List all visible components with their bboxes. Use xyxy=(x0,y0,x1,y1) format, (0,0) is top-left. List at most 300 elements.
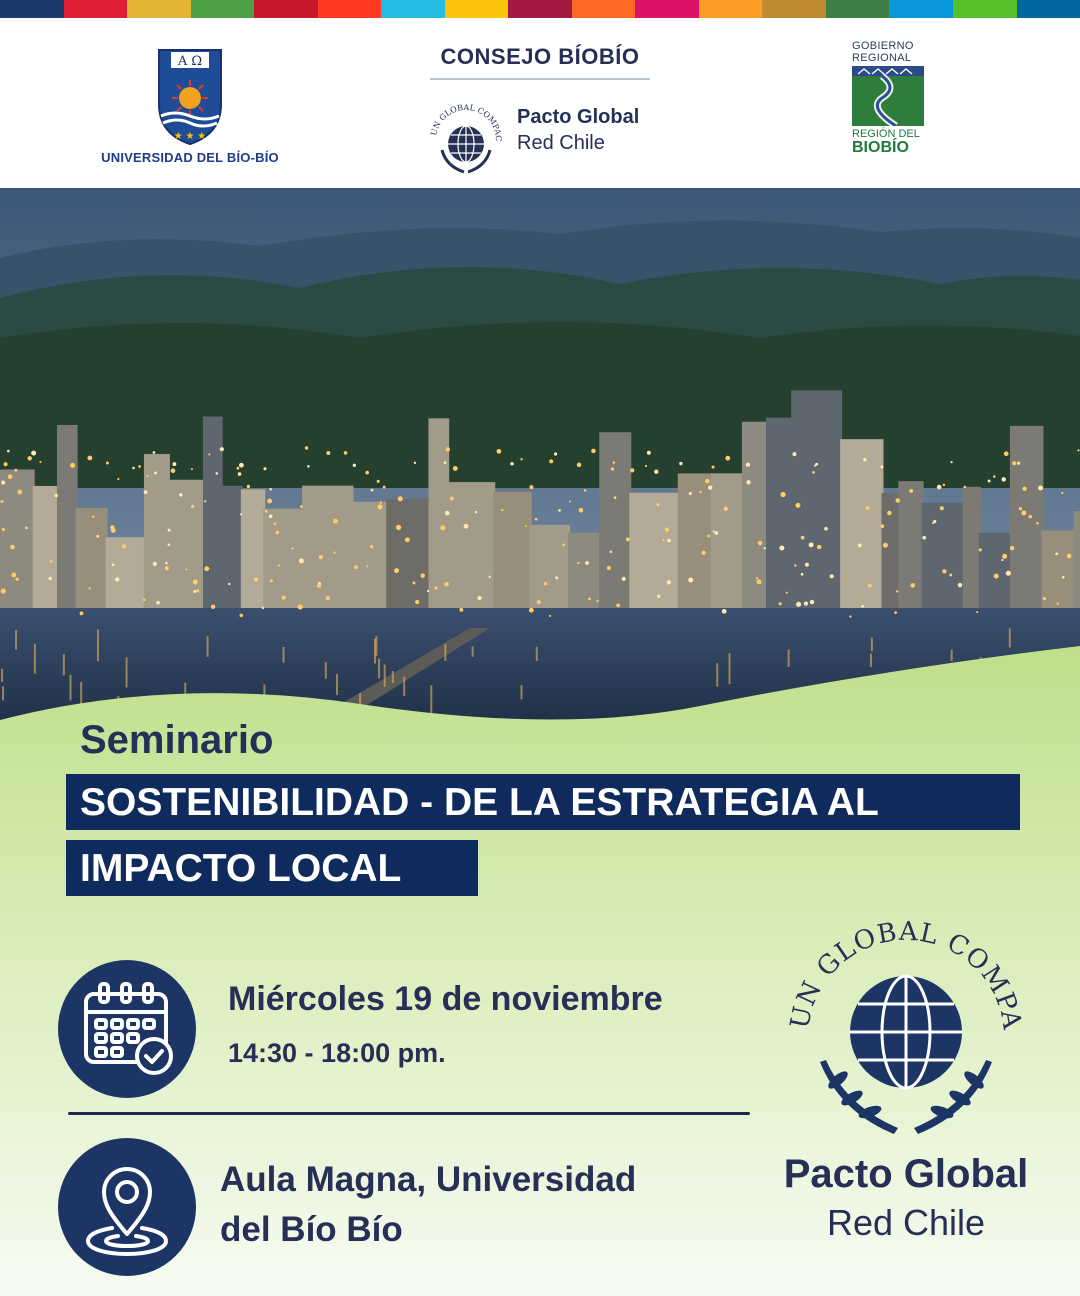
city-light xyxy=(817,545,821,549)
city-light xyxy=(112,564,115,567)
gore-line4: BIOBÍO xyxy=(852,139,909,156)
city-light xyxy=(1077,449,1079,451)
city-light xyxy=(786,592,788,594)
city-light xyxy=(453,466,458,471)
city-light xyxy=(814,465,816,467)
city-light xyxy=(596,600,598,602)
city-light xyxy=(1056,602,1058,604)
city-light xyxy=(794,564,796,566)
city-light xyxy=(172,462,176,466)
city-light xyxy=(370,545,373,548)
city-light xyxy=(10,545,15,550)
city-light xyxy=(520,458,522,460)
city-light xyxy=(722,609,727,614)
city-light xyxy=(1004,451,1009,456)
city-light xyxy=(667,539,671,543)
city-light xyxy=(577,562,579,564)
biobio-river-icon xyxy=(852,66,924,126)
skyline-building xyxy=(57,425,78,608)
city-light xyxy=(377,480,380,483)
city-light xyxy=(300,505,303,508)
city-light xyxy=(764,547,766,549)
city-light xyxy=(70,463,75,468)
city-light xyxy=(988,479,991,482)
city-light xyxy=(96,535,99,538)
city-light xyxy=(1021,510,1026,515)
city-light xyxy=(657,595,660,598)
city-light xyxy=(1019,507,1022,510)
city-light xyxy=(267,498,272,503)
svg-text:A Ω: A Ω xyxy=(177,54,203,69)
city-light xyxy=(464,524,469,529)
city-light xyxy=(414,462,416,464)
city-light xyxy=(196,589,199,592)
city-light xyxy=(380,501,383,504)
city-light xyxy=(529,485,533,489)
event-time: 14:30 - 18:00 pm. xyxy=(228,1038,446,1068)
city-light xyxy=(665,527,669,531)
skyline-building xyxy=(1010,426,1044,608)
city-light xyxy=(591,449,596,454)
skyline-building xyxy=(963,487,981,608)
city-light xyxy=(501,509,503,511)
city-light xyxy=(326,596,330,600)
event-title-line2: IMPACTO LOCAL xyxy=(66,840,478,896)
city-light xyxy=(994,574,999,579)
city-light xyxy=(1012,461,1016,465)
location-pin-icon xyxy=(58,1138,196,1276)
gore-line2: REGIONAL xyxy=(852,52,912,64)
city-light xyxy=(689,492,692,495)
gore-line3: REGIÓN DEL xyxy=(852,128,920,140)
skyline-building xyxy=(629,493,679,608)
skyline-building xyxy=(1073,511,1080,608)
city-light xyxy=(274,522,277,525)
city-light xyxy=(616,603,620,607)
regional-government-logo xyxy=(852,40,926,156)
city-light xyxy=(958,583,962,587)
city-light xyxy=(8,474,13,479)
city-light xyxy=(585,561,589,565)
skyline-building xyxy=(678,473,713,608)
city-light xyxy=(715,531,719,535)
city-light xyxy=(413,582,416,585)
city-light xyxy=(434,586,437,589)
city-light xyxy=(377,504,382,509)
skyline-building xyxy=(144,454,170,608)
city-light xyxy=(922,536,926,540)
city-light xyxy=(269,488,272,491)
city-light xyxy=(950,461,952,463)
city-light xyxy=(138,465,141,468)
city-light xyxy=(371,489,374,492)
city-light xyxy=(39,461,41,463)
city-light xyxy=(549,615,551,617)
city-light xyxy=(824,527,828,531)
city-light xyxy=(645,465,647,467)
city-light xyxy=(144,490,148,494)
city-light xyxy=(724,507,728,511)
city-light xyxy=(239,463,244,468)
svg-text:UN GLOBAL COMPACT: UN GLOBAL COMPA xyxy=(786,916,1026,1033)
city-light xyxy=(446,447,450,451)
skyline-building xyxy=(106,537,146,608)
city-light xyxy=(725,456,730,461)
city-light xyxy=(191,468,193,470)
city-light xyxy=(976,611,978,613)
city-light xyxy=(307,465,310,468)
university-name: UNIVERSIDAD DEL BÍO-BÍO xyxy=(101,150,279,165)
city-light xyxy=(1,588,6,593)
city-light xyxy=(866,506,870,510)
event-location-line2: del Bío Bío xyxy=(220,1210,403,1249)
city-light xyxy=(270,579,273,582)
sdg-stripe-segment xyxy=(64,0,128,18)
city-light xyxy=(1022,487,1026,491)
city-light xyxy=(849,615,851,617)
city-light xyxy=(896,590,898,592)
skyline-building xyxy=(447,482,495,608)
city-light xyxy=(238,472,242,476)
city-light xyxy=(588,597,591,600)
sdg-stripe-segment xyxy=(445,0,509,18)
city-light xyxy=(171,468,176,473)
city-light xyxy=(353,464,356,467)
city-light xyxy=(626,537,630,541)
city-light xyxy=(554,452,557,455)
city-light xyxy=(1038,486,1043,491)
sdg-stripe-segment xyxy=(508,0,572,18)
city-light xyxy=(4,462,8,466)
city-light xyxy=(317,583,321,587)
city-light xyxy=(613,461,616,464)
skyline-building xyxy=(33,486,59,608)
city-light xyxy=(795,503,800,508)
city-light xyxy=(942,569,946,573)
city-light xyxy=(25,526,28,529)
city-light xyxy=(1002,477,1006,481)
city-light xyxy=(153,451,156,454)
city-light xyxy=(708,485,712,489)
skyline-building xyxy=(568,533,601,608)
city-light xyxy=(701,551,705,555)
city-light xyxy=(254,577,258,581)
city-light xyxy=(1006,571,1011,576)
city-light xyxy=(459,608,463,612)
sdg-stripe-segment xyxy=(826,0,890,18)
skyline-building xyxy=(979,533,1012,608)
council-org-subtitle: Red Chile xyxy=(517,132,605,154)
city-light xyxy=(529,608,534,613)
skyline-building xyxy=(386,499,430,608)
city-light xyxy=(940,506,944,510)
city-light xyxy=(549,459,553,463)
city-light xyxy=(679,462,682,465)
city-light xyxy=(165,566,169,570)
city-light xyxy=(1055,552,1058,555)
city-light xyxy=(204,566,209,571)
city-light xyxy=(667,580,671,584)
city-light xyxy=(1043,597,1046,600)
svg-text:UN GLOBAL COMPACT: UN GLOBAL COMPAC xyxy=(429,102,504,142)
gore-line1: GOBIERNO xyxy=(852,40,914,52)
city-light xyxy=(577,463,581,467)
city-light xyxy=(54,494,58,498)
city-light xyxy=(17,490,22,495)
city-light xyxy=(220,447,224,451)
city-light xyxy=(132,467,135,470)
city-light xyxy=(106,462,109,465)
city-light xyxy=(154,471,157,474)
city-light xyxy=(622,577,626,581)
sdg-color-stripe xyxy=(0,0,1080,18)
city-light xyxy=(910,583,915,588)
city-light xyxy=(614,496,616,498)
city-light xyxy=(489,576,491,578)
global-compact-subtitle: Red Chile xyxy=(826,1202,986,1243)
city-light xyxy=(746,462,750,466)
city-light xyxy=(858,543,862,547)
city-light xyxy=(344,451,348,455)
city-light xyxy=(868,584,872,588)
skyline-building xyxy=(263,509,304,608)
city-light xyxy=(292,547,294,549)
city-light xyxy=(562,543,565,546)
city-light xyxy=(1,481,5,485)
city-light xyxy=(654,470,658,474)
city-light xyxy=(909,489,913,493)
city-light xyxy=(537,600,541,604)
city-light xyxy=(544,582,547,585)
event-kicker: Seminario xyxy=(80,718,274,762)
global-compact-small-icon xyxy=(426,100,506,185)
city-light xyxy=(168,543,171,546)
city-light xyxy=(558,509,561,512)
city-light xyxy=(87,456,92,461)
city-light xyxy=(1010,546,1014,550)
city-light xyxy=(444,461,447,464)
city-light xyxy=(801,573,804,576)
city-light xyxy=(830,574,834,578)
city-light xyxy=(193,590,196,593)
city-light xyxy=(168,529,171,532)
city-light xyxy=(804,601,808,605)
city-light xyxy=(444,582,448,586)
city-light xyxy=(933,520,936,523)
city-light xyxy=(555,576,558,579)
city-light xyxy=(477,596,481,600)
city-light xyxy=(475,511,477,513)
city-light xyxy=(354,565,358,569)
city-light xyxy=(943,484,945,486)
city-light xyxy=(211,605,215,609)
info-divider xyxy=(68,1112,750,1115)
city-light xyxy=(812,471,815,474)
skyline-building xyxy=(922,503,965,608)
sdg-stripe-segment xyxy=(699,0,763,18)
city-light xyxy=(1002,554,1007,559)
city-light xyxy=(80,611,84,615)
skyline-building xyxy=(493,492,532,608)
city-light xyxy=(326,451,330,455)
skyline-building xyxy=(221,486,243,608)
city-light xyxy=(115,577,119,581)
city-light xyxy=(579,508,584,513)
skyline-building xyxy=(766,418,793,608)
skyline-building xyxy=(1041,530,1075,608)
city-light xyxy=(50,560,53,563)
svg-text:★ ★ ★: ★ ★ ★ xyxy=(173,131,207,142)
city-light xyxy=(394,568,399,573)
city-light xyxy=(810,600,814,604)
city-light xyxy=(156,601,160,605)
city-light xyxy=(450,496,454,500)
city-light xyxy=(712,465,715,468)
city-light xyxy=(427,590,429,592)
city-light xyxy=(883,543,888,548)
university-logo xyxy=(95,46,285,165)
sdg-stripe-segment xyxy=(254,0,318,18)
city-light xyxy=(240,513,242,515)
city-light xyxy=(305,446,308,449)
city-light xyxy=(1036,522,1039,525)
city-light xyxy=(1067,554,1072,559)
city-light xyxy=(894,611,897,614)
city-light xyxy=(215,472,218,475)
city-light xyxy=(122,544,126,548)
city-light xyxy=(779,602,782,605)
calendar-icon xyxy=(58,960,196,1098)
city-light xyxy=(2,528,5,531)
city-light xyxy=(584,489,586,491)
city-light xyxy=(269,515,273,519)
skyline-building xyxy=(530,525,570,608)
city-light xyxy=(707,535,710,538)
city-light xyxy=(937,485,942,490)
city-light xyxy=(88,587,90,589)
skyline-building xyxy=(241,489,265,608)
city-light xyxy=(1028,515,1032,519)
skyline-building xyxy=(599,432,631,608)
city-light xyxy=(193,579,198,584)
city-light xyxy=(31,451,36,456)
city-light xyxy=(792,452,796,456)
city-light xyxy=(781,492,786,497)
city-light xyxy=(1017,462,1020,465)
skyline-building xyxy=(352,502,389,608)
city-light xyxy=(647,451,651,455)
city-light xyxy=(281,595,285,599)
skyline-building xyxy=(0,469,35,608)
city-light xyxy=(805,563,809,567)
city-light xyxy=(247,485,250,488)
city-light xyxy=(240,614,243,617)
city-light xyxy=(809,542,814,547)
city-light xyxy=(713,530,715,532)
skyline-building xyxy=(711,473,744,608)
sdg-stripe-segment xyxy=(635,0,699,18)
city-light xyxy=(153,562,157,566)
event-location-line1: Aula Magna, Universidad xyxy=(220,1160,637,1199)
city-light xyxy=(510,462,514,466)
sdg-stripe-segment xyxy=(381,0,445,18)
city-light xyxy=(887,511,892,516)
sdg-stripe-segment xyxy=(762,0,826,18)
city-light xyxy=(191,505,194,508)
city-light xyxy=(11,573,16,578)
city-light xyxy=(705,479,710,484)
city-light xyxy=(15,578,18,581)
city-light xyxy=(228,583,230,585)
city-light xyxy=(236,467,239,470)
city-light xyxy=(607,566,611,570)
city-light xyxy=(28,456,32,460)
city-light xyxy=(366,565,368,567)
global-compact-title: Pacto Global xyxy=(783,1152,1029,1196)
sdg-stripe-segment xyxy=(572,0,636,18)
city-light xyxy=(1001,559,1003,561)
city-light xyxy=(758,541,763,546)
header-logos xyxy=(0,18,1080,188)
city-light xyxy=(204,500,206,502)
city-light xyxy=(949,574,952,577)
skyline-building xyxy=(898,481,923,608)
city-light xyxy=(445,511,450,516)
city-light xyxy=(383,486,386,489)
city-light xyxy=(757,579,762,584)
skyline-building xyxy=(302,486,354,608)
city-light xyxy=(48,577,52,581)
council-title: CONSEJO BÍOBÍO xyxy=(440,44,640,69)
city-light xyxy=(497,449,502,454)
city-light xyxy=(278,564,280,566)
skyline-building xyxy=(76,508,108,608)
city-light xyxy=(610,551,612,553)
city-light xyxy=(298,605,303,610)
city-light xyxy=(993,475,996,478)
skyline-building xyxy=(742,422,768,608)
city-light xyxy=(979,548,982,551)
city-light xyxy=(662,539,664,541)
city-light xyxy=(611,467,614,470)
sdg-stripe-segment xyxy=(318,0,382,18)
city-light xyxy=(756,577,758,579)
city-light xyxy=(569,500,571,502)
city-light xyxy=(7,450,10,453)
city-light xyxy=(525,525,527,527)
city-light xyxy=(440,525,445,530)
city-light xyxy=(92,515,94,517)
sdg-stripe-segment xyxy=(191,0,255,18)
city-light xyxy=(299,558,304,563)
city-light xyxy=(880,465,883,468)
city-light xyxy=(186,569,188,571)
city-light xyxy=(801,536,805,540)
city-light xyxy=(1062,576,1065,579)
city-light xyxy=(110,525,114,529)
city-light xyxy=(699,491,701,493)
city-light xyxy=(861,605,864,608)
global-compact-logo-icon xyxy=(786,910,1026,1150)
city-light xyxy=(895,498,899,502)
city-light xyxy=(333,552,335,554)
skyline-building xyxy=(791,390,842,608)
city-light xyxy=(165,562,168,565)
city-light xyxy=(398,496,403,501)
city-light xyxy=(0,500,3,503)
city-light xyxy=(208,453,210,455)
city-light xyxy=(396,525,401,530)
